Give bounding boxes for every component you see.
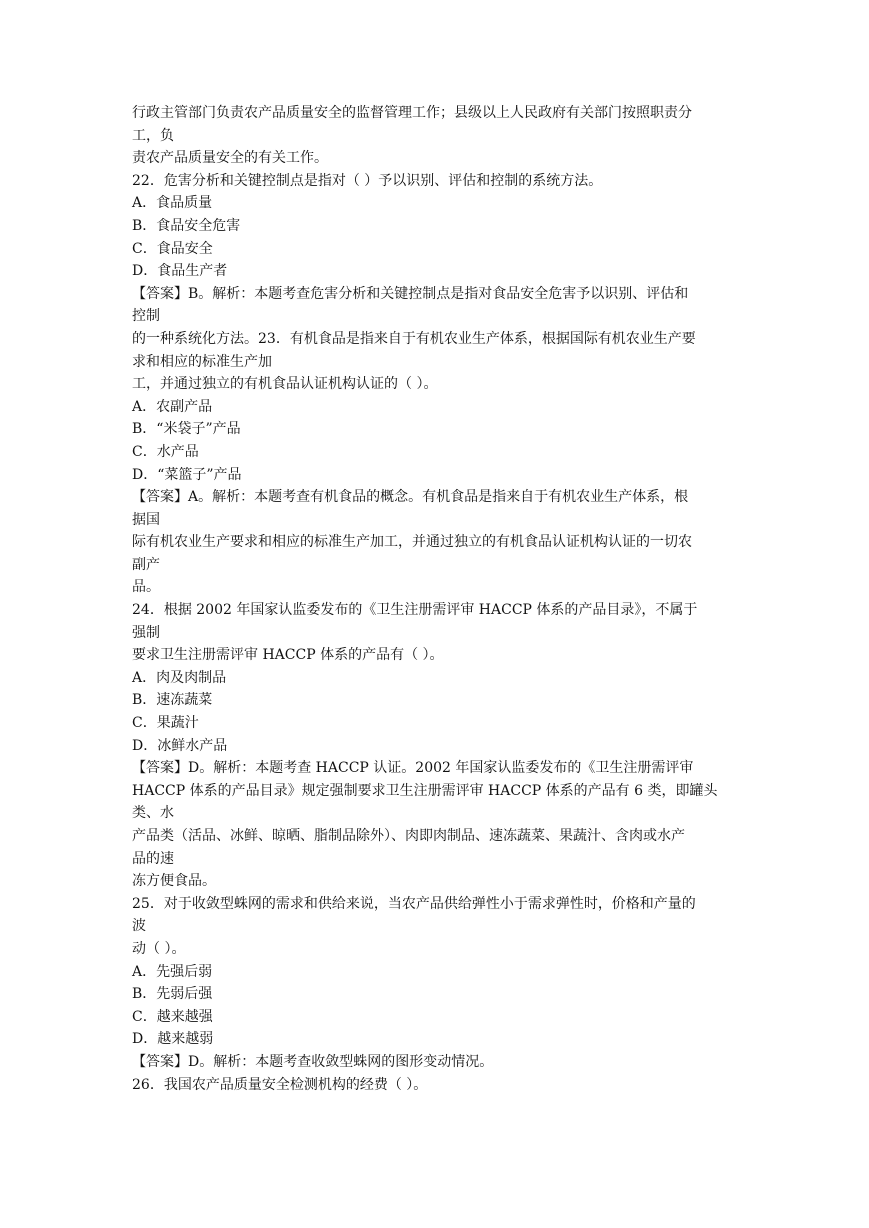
text-line: 【答案】B。解析：本题考查危害分析和关键控制点是指对食品安全危害予以识别、评估和 xyxy=(132,285,689,302)
text-line: 工，负 xyxy=(132,127,174,144)
text-line: 要求卫生注册需评审 HACCP 体系的产品有（ ）。 xyxy=(132,647,444,664)
text-line: 产品类（活品、冰鲜、晾晒、脂制品除外）、肉即肉制品、速冻蔬菜、果蔬汁、含肉或水产 xyxy=(132,828,685,844)
text-line: HACCP 体系的产品目录》规定强制要求卫生注册需评审 HACCP 体系的产品有 6 类，即罐头 xyxy=(132,782,718,799)
text-line: 类、水 xyxy=(132,805,174,822)
text-line: 24．根据 2002 年国家认监委发布的《卫生注册需评审 HACCP 体系的产品目录》，不属于 xyxy=(132,602,698,619)
text-line: 动（ ）。 xyxy=(132,940,186,957)
text-line: D．越来越弱 xyxy=(132,1031,214,1048)
text-line: 品。 xyxy=(132,579,160,596)
text-line: B．食品安全危害 xyxy=(132,217,241,234)
text-line: 的一种系统化方法。23．有机食品是指来自于有机农业生产体系，根据国际有机农业生产要 xyxy=(132,330,696,347)
document-body xyxy=(132,102,742,1096)
text-line: 【答案】D。解析：本题考查 HACCP 认证。2002 年国家认监委发布的《卫生注册需评审 xyxy=(132,760,694,777)
text-line: D．“菜篮子”产品 xyxy=(132,466,242,483)
text-line: D．食品生产者 xyxy=(132,263,228,280)
text-line: C．食品安全 xyxy=(132,240,213,257)
text-line: A．肉及肉制品 xyxy=(132,669,227,686)
text-line: B．速冻蔬菜 xyxy=(132,692,213,709)
text-line: A．食品质量 xyxy=(132,195,213,212)
text-line: 行政主管部门负责农产品质量安全的监督管理工作；县级以上人民政府有关部门按照职责分 xyxy=(132,105,692,121)
text-line: C．越来越强 xyxy=(132,1008,213,1025)
text-line: 22．危害分析和关键控制点是指对（ ）予以识别、评估和控制的系统方法。 xyxy=(132,172,603,189)
text-line: 际有机农业生产要求和相应的标准生产加工，并通过独立的有机食品认证机构认证的一切农 xyxy=(132,534,692,551)
text-line: 副产 xyxy=(132,556,160,573)
text-line: 据国 xyxy=(132,511,160,528)
text-line: 【答案】A。解析：本题考查有机食品的概念。有机食品是指来自于有机农业生产体系，根 xyxy=(132,489,689,506)
text-line: 求和相应的标准生产加 xyxy=(132,353,272,370)
text-line: 工，并通过独立的有机食品认证机构认证的（ ）。 xyxy=(132,376,438,393)
text-line: B．先弱后强 xyxy=(132,986,213,1003)
text-line: D．冰鲜水产品 xyxy=(132,737,228,754)
text-line: A．农副产品 xyxy=(132,398,213,415)
text-line: C．水产品 xyxy=(132,443,199,460)
text-line: 冻方便食品。 xyxy=(132,873,216,890)
text-line: 品的速 xyxy=(132,850,174,867)
text-line: 26．我国农产品质量安全检测机构的经费（ ）。 xyxy=(132,1076,428,1093)
text-line: C．果蔬汁 xyxy=(132,715,199,732)
text-line: 波 xyxy=(132,918,146,935)
text-line: 控制 xyxy=(132,308,160,325)
text-line: 【答案】D。解析：本题考查收敛型蛛网的图形变动情况。 xyxy=(132,1053,494,1070)
text-line: 责农产品质量安全的有关工作。 xyxy=(132,150,328,167)
text-line: 强制 xyxy=(132,624,160,641)
text-line: B．“米袋子”产品 xyxy=(132,421,241,438)
text-line: A．先强后弱 xyxy=(132,963,213,980)
text-line: 25．对于收敛型蛛网的需求和供给来说，当农产品供给弹性小于需求弹性时，价格和产量的 xyxy=(132,895,696,912)
